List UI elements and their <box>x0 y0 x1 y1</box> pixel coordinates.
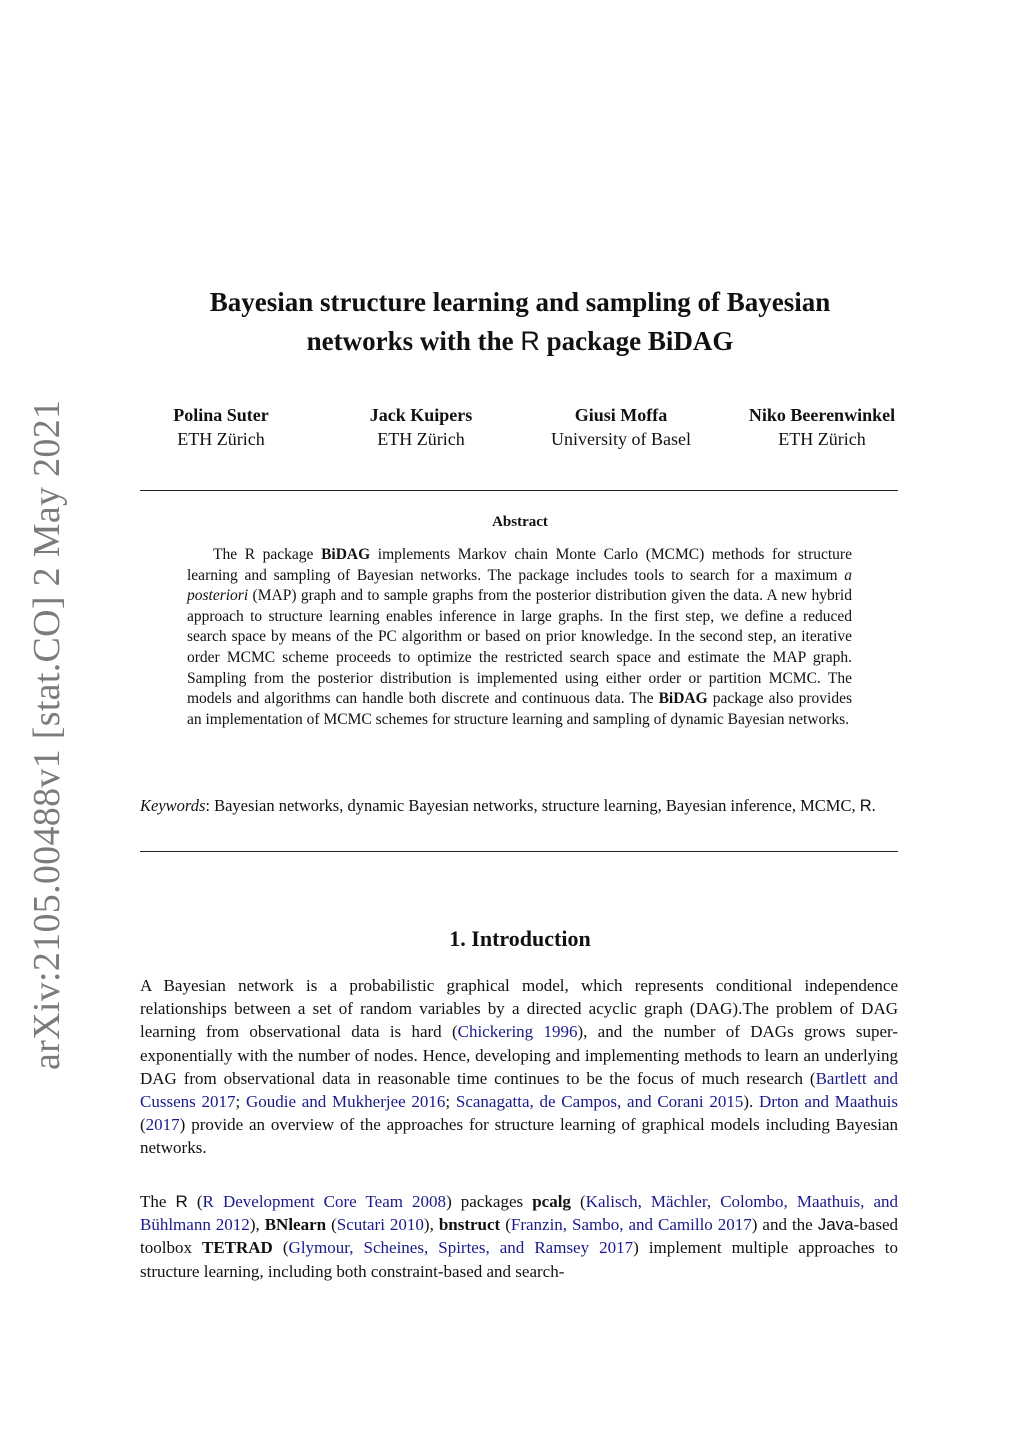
paragraph-text: ( <box>570 1192 586 1211</box>
package-name-bidag: BiDAG <box>658 690 708 708</box>
author-name: Niko Beerenwinkel <box>748 405 896 425</box>
citation-link[interactable]: Drton and Maathuis <box>759 1092 898 1112</box>
keywords <box>140 794 898 818</box>
paragraph-text: ) provide an overview of the approaches for structure learning of graphical models including Bayesian networks. <box>140 1115 898 1158</box>
top-divider <box>140 490 898 491</box>
paragraph-text: ), <box>423 1215 439 1235</box>
keywords-end: . <box>871 796 876 815</box>
citation-link[interactable]: Kalisch, Mächler, Colombo, Maathuis, and Bühlmann 2012 <box>140 1192 898 1235</box>
abstract-text: (MAP) graph and to sample graphs from the posterior distribution given the data. A new hybrid approach to structure learning enables inference in large graphs. In the first step, we define a reduced search space by means of the PC algorithm or based on prior knowledge. In the second step, an iterative order MCMC scheme proceeds to optimize the restricted search space and estimate the MAP graph. Sampling from the posterior distribution is implemented using either order or partition MCMC. The models and algorithms can handle both discrete and continuous data. The <box>187 587 852 708</box>
author-name: Jack Kuipers <box>369 405 473 425</box>
section-heading: 1. Introduction <box>449 926 591 951</box>
intro-paragraph-1 <box>140 974 898 1160</box>
author-block <box>702 403 942 451</box>
r-language-name: R <box>520 326 540 356</box>
title-line-2 <box>140 322 900 361</box>
citation-link[interactable]: Chickering 1996 <box>457 1022 578 1042</box>
paragraph-text: ( <box>272 1238 289 1258</box>
author-affiliation: ETH Zürich <box>778 429 866 449</box>
r-language-name: R <box>859 797 872 815</box>
author-list <box>0 403 1024 463</box>
paragraph-text: ) implement multiple approaches to structure learning, including both constraint-based and search- <box>140 1238 898 1281</box>
abstract-heading: Abstract <box>492 514 548 530</box>
citation-link[interactable]: Scanagatta, de Campos, and Corani 2015 <box>455 1092 744 1112</box>
paragraph-text: ( <box>140 1115 146 1135</box>
title-line-1: Bayesian structure learning and sampling of Bayesian <box>209 287 831 317</box>
bottom-divider <box>140 851 898 852</box>
keywords-text: : Bayesian networks, dynamic Bayesian networks, structure learning, Bayesian inference, MCMC, <box>205 796 860 815</box>
paragraph-text: ), <box>249 1215 265 1235</box>
package-name: pcalg <box>532 1192 571 1211</box>
author-name: Polina Suter <box>173 405 269 425</box>
package-name: bnstruct <box>438 1215 501 1235</box>
title-line-2-post: package BiDAG <box>539 326 734 356</box>
author-affiliation: ETH Zürich <box>177 429 265 449</box>
abstract-text: package also provides an implementation of MCMC schemes for structure learning and sampling of dynamic Bayesian networks. <box>187 690 852 728</box>
paragraph-text: ( <box>500 1215 511 1235</box>
paragraph-text: ) packages <box>446 1192 533 1211</box>
paragraph-text: ), and the number of DAGs grows super-exponentially with the number of nodes. Hence, developing and implementing methods to learn an underlying DAG from observational data in reasonable time continues to be the focus of much research ( <box>140 1022 898 1088</box>
paragraph-text: The <box>140 1192 176 1211</box>
paragraph-text: -based toolbox <box>140 1215 898 1258</box>
paragraph-text: ). <box>743 1092 760 1112</box>
citation-link[interactable]: Franzin, Sambo, and Camillo 2017 <box>510 1215 752 1235</box>
paragraph-text: ) and the <box>751 1215 818 1235</box>
package-name: TETRAD <box>201 1238 273 1258</box>
keywords-label: Keywords <box>140 796 206 815</box>
abstract-text: The R package <box>213 546 322 563</box>
java-language-name: Java <box>817 1215 854 1235</box>
paragraph-text: ( <box>326 1215 337 1235</box>
paragraph-text: A Bayesian network is a probabilistic graphical model, which represents conditional independence relationships between a set of random variables by a directed acyclic graph (DAG).The problem of DAG learning from observational data is hard ( <box>140 976 898 1042</box>
paragraph-text: ( <box>187 1192 203 1211</box>
citation-link[interactable]: Glymour, Scheines, Spirtes, and Ramsey 2017 <box>288 1238 634 1258</box>
paper-title <box>140 283 900 361</box>
citation-link[interactable]: R Development Core Team 2008 <box>202 1192 447 1211</box>
abstract-body <box>187 545 852 730</box>
author-name: Giusi Moffa <box>574 405 668 425</box>
citation-link[interactable]: Bartlett and Cussens 2017 <box>140 1068 898 1112</box>
paragraph-text: ; <box>445 1092 456 1112</box>
paragraph-text: ; <box>235 1092 246 1112</box>
package-name: BNlearn <box>264 1215 327 1235</box>
citation-link[interactable]: Scutari 2010 <box>336 1215 424 1235</box>
author-affiliation: University of Basel <box>551 429 691 449</box>
author-affiliation: ETH Zürich <box>377 429 465 449</box>
abstract-text: implements Markov chain Monte Carlo (MCMC) methods for structure learning and sampling of Bayesian networks. The package includes tools to search for a maximum <box>187 546 852 584</box>
citation-link[interactable]: Goudie and Mukherjee 2016 <box>245 1092 446 1112</box>
abstract-emphasis: a posteriori <box>187 566 852 605</box>
package-name-bidag: BiDAG <box>321 546 371 563</box>
citation-link[interactable]: 2017 <box>145 1115 180 1135</box>
r-language-name: R <box>175 1192 188 1211</box>
intro-paragraph-2 <box>140 1190 898 1283</box>
arxiv-identifier: arXiv:2105.00488v1 [stat.CO] 2 May 2021 <box>26 399 68 1070</box>
title-line-2-pre: networks with the <box>306 326 521 356</box>
